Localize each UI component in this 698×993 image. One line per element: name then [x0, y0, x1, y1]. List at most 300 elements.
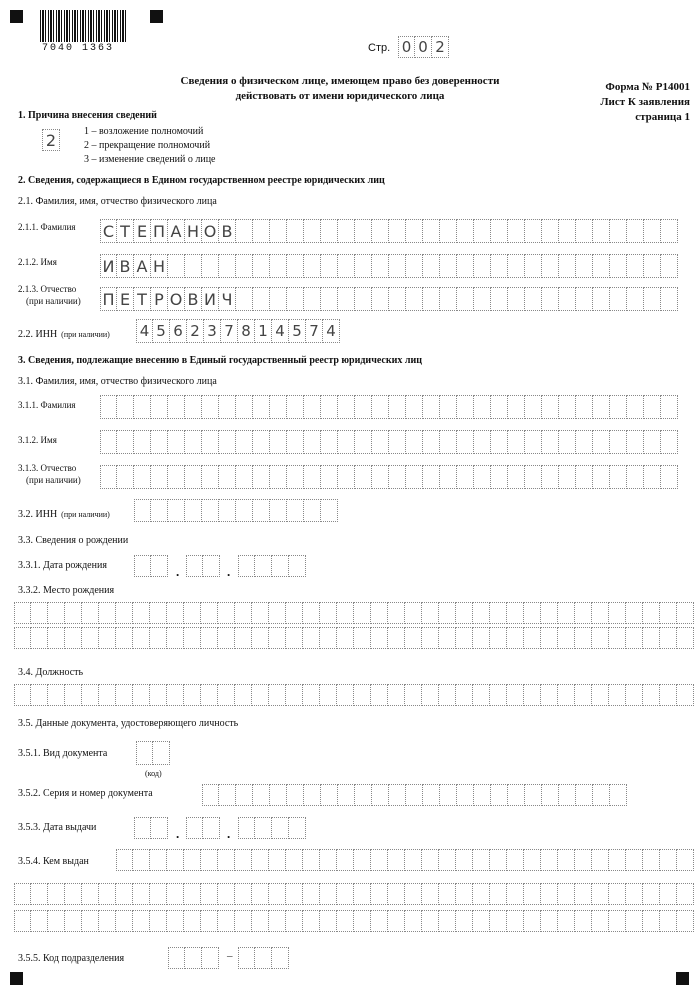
char-cell[interactable]	[558, 684, 575, 706]
char-cell[interactable]	[474, 287, 491, 311]
char-cell[interactable]	[576, 254, 593, 278]
char-cell[interactable]	[14, 602, 31, 624]
char-cell[interactable]	[134, 555, 151, 577]
char-cell[interactable]	[338, 430, 355, 454]
char-cell[interactable]	[287, 784, 304, 806]
birth-year-cells[interactable]	[238, 555, 306, 577]
char-cell[interactable]	[457, 254, 474, 278]
char-cell[interactable]	[286, 602, 303, 624]
char-cell[interactable]	[576, 465, 593, 489]
char-cell[interactable]	[423, 395, 440, 419]
char-cell[interactable]	[252, 684, 269, 706]
char-cell[interactable]	[116, 910, 133, 932]
char-cell[interactable]	[235, 684, 252, 706]
char-cell[interactable]	[644, 254, 661, 278]
char-cell[interactable]: И	[202, 287, 219, 311]
char-cell[interactable]	[644, 430, 661, 454]
char-cell[interactable]	[117, 465, 134, 489]
char-cell[interactable]	[218, 627, 235, 649]
position-row-1[interactable]	[14, 684, 694, 706]
char-cell[interactable]	[422, 910, 439, 932]
char-cell[interactable]	[610, 395, 627, 419]
char-cell[interactable]	[321, 287, 338, 311]
char-cell[interactable]	[134, 817, 151, 839]
char-cell[interactable]	[490, 910, 507, 932]
char-cell[interactable]	[474, 219, 491, 243]
char-cell[interactable]	[558, 910, 575, 932]
char-cell[interactable]	[525, 219, 542, 243]
char-cell[interactable]	[289, 555, 306, 577]
char-cell[interactable]	[303, 627, 320, 649]
char-cell[interactable]	[269, 910, 286, 932]
char-cell[interactable]	[184, 849, 201, 871]
char-cell[interactable]	[354, 684, 371, 706]
char-cell[interactable]	[575, 910, 592, 932]
char-cell[interactable]	[355, 287, 372, 311]
char-cell[interactable]	[269, 883, 286, 905]
char-cell[interactable]	[593, 430, 610, 454]
char-cell[interactable]	[203, 817, 220, 839]
char-cell[interactable]: Е	[117, 287, 134, 311]
char-cell[interactable]	[490, 684, 507, 706]
char-cell[interactable]	[272, 817, 289, 839]
char-cell[interactable]	[255, 555, 272, 577]
char-cell[interactable]	[116, 684, 133, 706]
char-cell[interactable]	[473, 627, 490, 649]
char-cell[interactable]	[304, 287, 321, 311]
char-cell[interactable]	[490, 627, 507, 649]
char-cell[interactable]	[218, 883, 235, 905]
char-cell[interactable]	[372, 287, 389, 311]
char-cell[interactable]	[31, 883, 48, 905]
char-cell[interactable]	[100, 395, 117, 419]
char-cell[interactable]	[65, 602, 82, 624]
char-cell[interactable]	[508, 254, 525, 278]
char-cell[interactable]	[134, 499, 151, 522]
char-cell[interactable]	[661, 395, 678, 419]
char-cell[interactable]	[337, 602, 354, 624]
char-cell[interactable]	[576, 784, 593, 806]
char-cell[interactable]	[116, 849, 133, 871]
char-cell[interactable]	[626, 602, 643, 624]
char-cell[interactable]	[405, 627, 422, 649]
char-cell[interactable]	[338, 784, 355, 806]
char-cell[interactable]	[184, 602, 201, 624]
char-cell[interactable]	[133, 602, 150, 624]
char-cell[interactable]	[31, 627, 48, 649]
char-cell[interactable]: Р	[151, 287, 168, 311]
char-cell[interactable]	[134, 430, 151, 454]
char-cell[interactable]	[371, 684, 388, 706]
char-cell[interactable]	[406, 395, 423, 419]
char-cell[interactable]	[82, 602, 99, 624]
char-cell[interactable]	[508, 430, 525, 454]
char-cell[interactable]	[542, 254, 559, 278]
s2-surname-cells[interactable]	[100, 219, 678, 243]
char-cell[interactable]	[270, 465, 287, 489]
char-cell[interactable]	[338, 287, 355, 311]
char-cell[interactable]	[592, 883, 609, 905]
char-cell[interactable]	[559, 465, 576, 489]
char-cell[interactable]	[48, 910, 65, 932]
char-cell[interactable]	[185, 254, 202, 278]
char-cell[interactable]	[576, 430, 593, 454]
char-cell[interactable]	[236, 430, 253, 454]
char-cell[interactable]	[202, 947, 219, 969]
char-cell[interactable]	[321, 499, 338, 522]
char-cell[interactable]: А	[168, 219, 185, 243]
char-cell[interactable]	[422, 627, 439, 649]
char-cell[interactable]	[524, 684, 541, 706]
char-cell[interactable]	[321, 465, 338, 489]
char-cell[interactable]	[490, 883, 507, 905]
char-cell[interactable]	[388, 910, 405, 932]
char-cell[interactable]	[337, 910, 354, 932]
char-cell[interactable]	[508, 395, 525, 419]
char-cell[interactable]	[660, 883, 677, 905]
char-cell[interactable]	[456, 602, 473, 624]
char-cell[interactable]	[304, 430, 321, 454]
char-cell[interactable]	[559, 784, 576, 806]
char-cell[interactable]	[524, 910, 541, 932]
char-cell[interactable]	[388, 602, 405, 624]
char-cell[interactable]	[235, 602, 252, 624]
char-cell[interactable]	[405, 849, 422, 871]
char-cell[interactable]	[593, 395, 610, 419]
char-cell[interactable]	[439, 849, 456, 871]
doc-type-cells[interactable]	[136, 741, 170, 765]
char-cell[interactable]	[134, 395, 151, 419]
char-cell[interactable]	[372, 254, 389, 278]
char-cell[interactable]: Е	[134, 219, 151, 243]
char-cell[interactable]	[593, 784, 610, 806]
char-cell[interactable]	[592, 627, 609, 649]
char-cell[interactable]	[252, 602, 269, 624]
char-cell[interactable]	[507, 627, 524, 649]
char-cell[interactable]: 7	[221, 319, 238, 343]
char-cell[interactable]	[474, 254, 491, 278]
char-cell[interactable]	[627, 287, 644, 311]
char-cell[interactable]	[677, 849, 694, 871]
s2-name-cells[interactable]	[100, 254, 678, 278]
char-cell[interactable]	[320, 883, 337, 905]
char-cell[interactable]	[575, 602, 592, 624]
char-cell[interactable]	[354, 883, 371, 905]
char-cell[interactable]	[644, 465, 661, 489]
char-cell[interactable]	[219, 430, 236, 454]
char-cell[interactable]	[643, 910, 660, 932]
char-cell[interactable]	[133, 910, 150, 932]
birth-place-row-1[interactable]	[14, 602, 694, 624]
char-cell[interactable]	[286, 684, 303, 706]
char-cell[interactable]	[541, 910, 558, 932]
char-cell[interactable]	[219, 465, 236, 489]
char-cell[interactable]	[202, 430, 219, 454]
char-cell[interactable]	[661, 465, 678, 489]
char-cell[interactable]: 8	[238, 319, 255, 343]
issue-month-cells[interactable]	[186, 817, 220, 839]
char-cell[interactable]	[150, 910, 167, 932]
char-cell[interactable]	[439, 883, 456, 905]
char-cell[interactable]	[660, 849, 677, 871]
char-cell[interactable]	[576, 395, 593, 419]
char-cell[interactable]	[575, 849, 592, 871]
char-cell[interactable]	[117, 395, 134, 419]
char-cell[interactable]	[575, 627, 592, 649]
char-cell[interactable]	[287, 499, 304, 522]
char-cell[interactable]	[525, 395, 542, 419]
char-cell[interactable]	[185, 499, 202, 522]
char-cell[interactable]	[541, 602, 558, 624]
char-cell[interactable]	[116, 602, 133, 624]
char-cell[interactable]	[423, 465, 440, 489]
char-cell[interactable]	[151, 499, 168, 522]
char-cell[interactable]: Ч	[219, 287, 236, 311]
char-cell[interactable]	[609, 684, 626, 706]
char-cell[interactable]	[321, 254, 338, 278]
char-cell[interactable]	[644, 395, 661, 419]
char-cell[interactable]	[491, 254, 508, 278]
char-cell[interactable]	[388, 627, 405, 649]
char-cell[interactable]	[303, 602, 320, 624]
char-cell[interactable]	[218, 602, 235, 624]
char-cell[interactable]	[457, 465, 474, 489]
char-cell[interactable]	[304, 254, 321, 278]
char-cell[interactable]: 5	[153, 319, 170, 343]
char-cell[interactable]	[167, 849, 184, 871]
char-cell[interactable]	[203, 555, 220, 577]
char-cell[interactable]	[440, 395, 457, 419]
char-cell[interactable]	[490, 602, 507, 624]
char-cell[interactable]	[525, 465, 542, 489]
char-cell[interactable]	[338, 465, 355, 489]
char-cell[interactable]: 5	[289, 319, 306, 343]
char-cell[interactable]	[337, 883, 354, 905]
char-cell[interactable]	[235, 910, 252, 932]
char-cell[interactable]	[643, 883, 660, 905]
char-cell[interactable]	[303, 849, 320, 871]
char-cell[interactable]	[236, 287, 253, 311]
char-cell[interactable]	[525, 287, 542, 311]
char-cell[interactable]	[320, 602, 337, 624]
char-cell[interactable]	[287, 395, 304, 419]
char-cell[interactable]	[439, 684, 456, 706]
char-cell[interactable]	[201, 602, 218, 624]
char-cell[interactable]	[272, 947, 289, 969]
char-cell[interactable]	[474, 784, 491, 806]
char-cell[interactable]	[660, 627, 677, 649]
char-cell[interactable]	[372, 784, 389, 806]
page-number-cells[interactable]	[398, 36, 449, 58]
char-cell[interactable]	[270, 430, 287, 454]
char-cell[interactable]	[423, 219, 440, 243]
char-cell[interactable]	[473, 602, 490, 624]
char-cell[interactable]: 6	[170, 319, 187, 343]
char-cell[interactable]	[48, 684, 65, 706]
char-cell[interactable]	[626, 627, 643, 649]
char-cell[interactable]	[82, 910, 99, 932]
char-cell[interactable]	[576, 287, 593, 311]
char-cell[interactable]	[151, 555, 168, 577]
char-cell[interactable]	[303, 684, 320, 706]
char-cell[interactable]	[184, 883, 201, 905]
char-cell[interactable]	[542, 287, 559, 311]
char-cell[interactable]	[542, 219, 559, 243]
char-cell[interactable]: П	[151, 219, 168, 243]
char-cell[interactable]	[559, 430, 576, 454]
char-cell[interactable]	[337, 627, 354, 649]
char-cell[interactable]	[65, 684, 82, 706]
char-cell[interactable]	[423, 784, 440, 806]
char-cell[interactable]	[593, 254, 610, 278]
char-cell[interactable]	[168, 465, 185, 489]
char-cell[interactable]	[238, 555, 255, 577]
char-cell[interactable]	[201, 849, 218, 871]
char-cell[interactable]	[167, 627, 184, 649]
char-cell[interactable]	[150, 684, 167, 706]
char-cell[interactable]	[287, 465, 304, 489]
char-cell[interactable]	[150, 627, 167, 649]
char-cell[interactable]	[474, 465, 491, 489]
char-cell[interactable]	[31, 684, 48, 706]
char-cell[interactable]	[456, 849, 473, 871]
char-cell[interactable]	[133, 684, 150, 706]
char-cell[interactable]	[389, 430, 406, 454]
char-cell[interactable]	[661, 254, 678, 278]
char-cell[interactable]	[440, 219, 457, 243]
char-cell[interactable]	[286, 627, 303, 649]
char-cell[interactable]	[508, 219, 525, 243]
s3-patronymic-cells[interactable]	[100, 465, 678, 489]
char-cell[interactable]	[491, 395, 508, 419]
char-cell[interactable]	[559, 219, 576, 243]
char-cell[interactable]	[168, 430, 185, 454]
char-cell[interactable]	[660, 684, 677, 706]
char-cell[interactable]	[150, 602, 167, 624]
char-cell[interactable]	[235, 883, 252, 905]
char-cell[interactable]	[354, 627, 371, 649]
char-cell[interactable]	[405, 602, 422, 624]
char-cell[interactable]	[219, 395, 236, 419]
char-cell[interactable]	[456, 627, 473, 649]
char-cell[interactable]	[321, 219, 338, 243]
char-cell[interactable]	[270, 219, 287, 243]
char-cell[interactable]	[235, 849, 252, 871]
char-cell[interactable]	[354, 849, 371, 871]
char-cell[interactable]	[474, 430, 491, 454]
char-cell[interactable]	[270, 254, 287, 278]
char-cell[interactable]	[14, 883, 31, 905]
char-cell[interactable]	[592, 910, 609, 932]
char-cell[interactable]	[440, 287, 457, 311]
char-cell[interactable]	[355, 784, 372, 806]
char-cell[interactable]	[167, 910, 184, 932]
char-cell[interactable]	[185, 947, 202, 969]
char-cell[interactable]	[507, 883, 524, 905]
char-cell[interactable]	[321, 784, 338, 806]
issued-by-row-3[interactable]	[14, 910, 694, 932]
char-cell[interactable]	[507, 910, 524, 932]
char-cell[interactable]	[320, 684, 337, 706]
char-cell[interactable]	[473, 684, 490, 706]
char-cell[interactable]	[525, 784, 542, 806]
char-cell[interactable]: Н	[185, 219, 202, 243]
char-cell[interactable]	[456, 684, 473, 706]
char-cell[interactable]	[82, 627, 99, 649]
char-cell[interactable]	[354, 910, 371, 932]
char-cell[interactable]	[270, 287, 287, 311]
char-cell[interactable]	[609, 602, 626, 624]
char-cell[interactable]	[218, 910, 235, 932]
char-cell[interactable]	[320, 910, 337, 932]
char-cell[interactable]	[252, 883, 269, 905]
char-cell[interactable]: 4	[136, 319, 153, 343]
char-cell[interactable]	[507, 849, 524, 871]
issue-year-cells[interactable]	[238, 817, 306, 839]
char-cell[interactable]	[490, 849, 507, 871]
char-cell[interactable]	[186, 555, 203, 577]
char-cell[interactable]	[48, 883, 65, 905]
char-cell[interactable]	[473, 883, 490, 905]
char-cell[interactable]	[185, 465, 202, 489]
char-cell[interactable]	[660, 910, 677, 932]
char-cell[interactable]	[677, 627, 694, 649]
char-cell[interactable]	[219, 784, 236, 806]
char-cell[interactable]	[202, 465, 219, 489]
char-cell[interactable]: 2	[432, 36, 449, 58]
char-cell[interactable]	[253, 219, 270, 243]
char-cell[interactable]	[439, 910, 456, 932]
reason-cell[interactable]	[42, 129, 60, 151]
char-cell[interactable]	[372, 219, 389, 243]
char-cell[interactable]	[627, 219, 644, 243]
char-cell[interactable]	[388, 883, 405, 905]
char-cell[interactable]	[372, 395, 389, 419]
char-cell[interactable]	[389, 465, 406, 489]
char-cell[interactable]	[201, 627, 218, 649]
char-cell[interactable]	[99, 910, 116, 932]
char-cell[interactable]	[406, 465, 423, 489]
char-cell[interactable]	[507, 602, 524, 624]
char-cell[interactable]	[643, 684, 660, 706]
char-cell[interactable]	[31, 910, 48, 932]
char-cell[interactable]	[167, 883, 184, 905]
char-cell[interactable]	[508, 465, 525, 489]
char-cell[interactable]	[406, 219, 423, 243]
char-cell[interactable]	[524, 883, 541, 905]
char-cell[interactable]	[65, 627, 82, 649]
char-cell[interactable]	[304, 219, 321, 243]
char-cell[interactable]	[99, 627, 116, 649]
char-cell[interactable]	[423, 254, 440, 278]
char-cell[interactable]	[541, 849, 558, 871]
char-cell[interactable]	[151, 430, 168, 454]
char-cell[interactable]	[457, 395, 474, 419]
char-cell[interactable]	[168, 947, 185, 969]
char-cell[interactable]	[150, 849, 167, 871]
char-cell[interactable]	[474, 395, 491, 419]
char-cell[interactable]	[287, 219, 304, 243]
char-cell[interactable]	[136, 741, 153, 765]
char-cell[interactable]	[287, 254, 304, 278]
char-cell[interactable]	[269, 684, 286, 706]
char-cell[interactable]	[405, 910, 422, 932]
char-cell[interactable]: П	[100, 287, 117, 311]
char-cell[interactable]	[388, 684, 405, 706]
char-cell[interactable]	[372, 465, 389, 489]
char-cell[interactable]	[168, 254, 185, 278]
char-cell[interactable]	[270, 784, 287, 806]
